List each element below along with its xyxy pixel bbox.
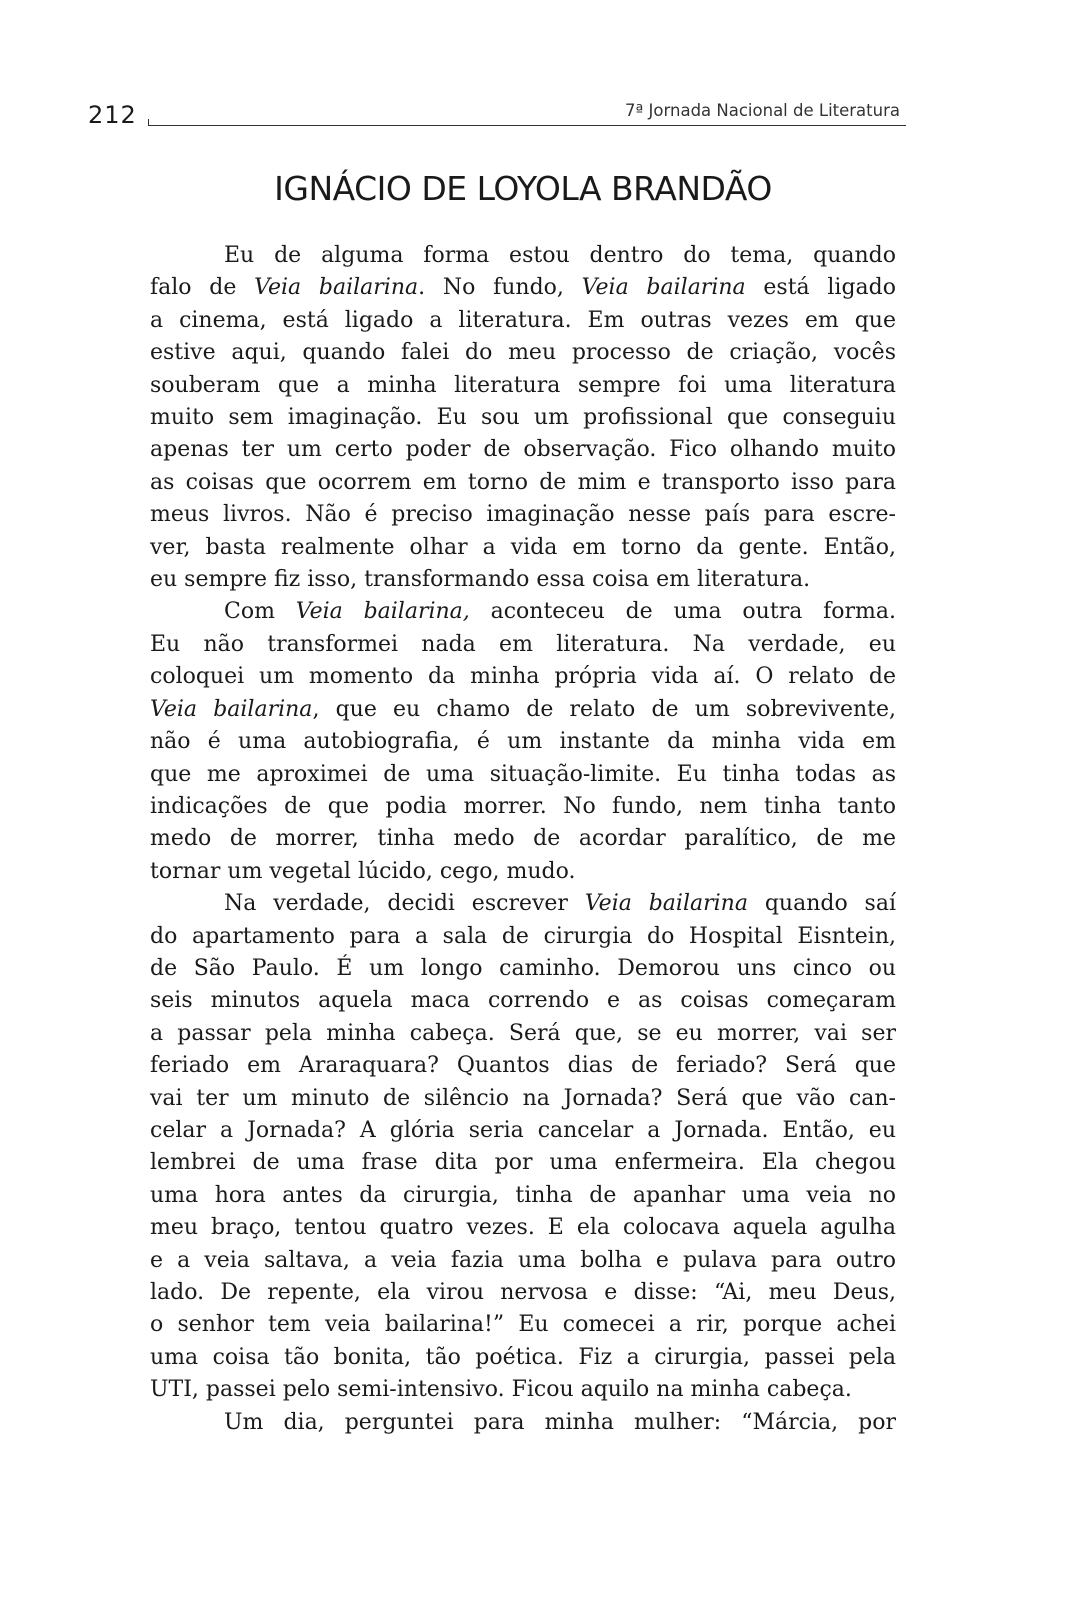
text-line — [150, 694, 896, 726]
text-segment: falo de — [150, 275, 255, 301]
text-segment: UTI, passei pelo semi-intensivo. Ficou aquilo na minha cabeça. — [150, 1377, 852, 1403]
text-line — [150, 1277, 896, 1309]
text-segment: Eu não transformei nada em literatura. Na verdade, eu — [150, 631, 896, 657]
text-line — [150, 596, 896, 628]
text-segment: Eu de alguma forma estou dentro do tema, quando — [224, 243, 896, 268]
paragraph — [150, 596, 896, 888]
text-line — [150, 856, 896, 888]
text-segment: aconteceu de uma outra forma. — [469, 599, 896, 625]
text-line — [150, 1309, 896, 1341]
text-line — [150, 1245, 896, 1277]
text-line — [150, 532, 896, 564]
text-segment: uma hora antes da cirurgia, tinha de apanhar uma veia no — [150, 1182, 896, 1208]
text-line — [150, 759, 896, 791]
text-segment: vai ter um minuto de silêncio na Jornada? Será que vão can- — [150, 1085, 896, 1111]
text-line — [150, 240, 896, 272]
italic-title: Veia bailarina — [254, 275, 419, 301]
italic-title: Veia bailarina — [150, 696, 313, 722]
text-segment: . No fundo, — [418, 275, 582, 301]
text-line — [150, 1018, 896, 1050]
text-line — [150, 305, 896, 337]
text-segment: meu braço, tentou quatro vezes. E ela colocava aquela agulha — [150, 1215, 896, 1241]
text-segment: as coisas que ocorrem em torno de mim e transporto isso para — [150, 469, 896, 495]
text-line — [150, 272, 896, 304]
text-segment: lado. De repente, ela virou nervosa e disse: “Ai, meu Deus, — [150, 1280, 896, 1305]
text-segment: o senhor tem veia bailarina!” Eu comecei a rir, porque achei — [150, 1312, 896, 1338]
text-line — [150, 1212, 896, 1244]
text-line — [150, 337, 896, 369]
text-line — [150, 370, 896, 402]
text-segment: uma coisa tão bonita, tão poética. Fiz a cirurgia, passei pela — [150, 1344, 896, 1370]
running-title: 7ª Jornada Nacional de Literatura — [625, 101, 900, 120]
text-line — [150, 1050, 896, 1082]
text-segment: a passar pela minha cabeça. Será que, se eu morrer, vai ser — [150, 1020, 896, 1046]
text-segment: indicações de que podia morrer. No fundo, nem tinha tanto — [150, 793, 896, 819]
text-segment: de São Paulo. É um longo caminho. Demorou uns cinco ou — [150, 955, 896, 981]
text-segment: que me aproximei de uma situação-limite. Eu tinha todas as — [150, 761, 896, 787]
text-segment: Na verdade, decidi escrever — [224, 891, 585, 917]
text-segment: muito sem imaginação. Eu sou um profissional que conseguiu — [150, 405, 896, 431]
text-line — [150, 1374, 896, 1406]
text-line — [150, 823, 896, 855]
text-segment: estive aqui, quando falei do meu processo de criação, vocês — [150, 340, 896, 366]
paragraph — [150, 888, 896, 1407]
text-line — [150, 402, 896, 434]
text-line — [150, 953, 896, 985]
text-line — [150, 434, 896, 466]
header-rule-tick — [148, 119, 149, 126]
text-segment: feriado em Araraquara? Quantos dias de feriado? Será que — [150, 1053, 896, 1079]
text-line — [150, 1083, 896, 1115]
paragraph — [150, 240, 896, 596]
text-line — [150, 661, 896, 693]
paragraph — [150, 1407, 896, 1439]
text-segment: a cinema, está ligado a literatura. Em outras vezes em que — [150, 307, 896, 333]
text-line — [150, 1342, 896, 1374]
text-line — [150, 791, 896, 823]
text-segment: celar a Jornada? A glória seria cancelar a Jornada. Então, eu — [150, 1117, 896, 1143]
text-line — [150, 1180, 896, 1212]
text-segment: tornar um vegetal lúcido, cego, mudo. — [150, 858, 576, 884]
text-line — [150, 921, 896, 953]
text-segment: lembrei de uma frase dita por uma enfermeira. Ela chegou — [150, 1150, 896, 1176]
text-line — [150, 888, 896, 920]
text-segment: apenas ter um certo poder de observação. Fico olhando muito — [150, 437, 896, 463]
text-line — [150, 1407, 896, 1439]
text-segment: meus livros. Não é preciso imaginação nesse país para escre- — [150, 502, 896, 528]
text-line — [150, 564, 896, 596]
text-segment: e a veia saltava, a veia fazia uma bolha e pulava para outro — [150, 1247, 896, 1273]
text-line — [150, 499, 896, 531]
text-line — [150, 985, 896, 1017]
text-segment: Com — [224, 599, 296, 625]
italic-title: Veia bailarina — [581, 275, 746, 301]
text-line — [150, 467, 896, 499]
text-line — [150, 629, 896, 661]
text-segment: Um dia, perguntei para minha mulher: “Márcia, por — [224, 1409, 896, 1435]
text-segment: souberam que a minha literatura sempre foi uma literatura — [150, 372, 896, 398]
running-header — [88, 98, 906, 134]
chapter-title: IGNÁCIO DE LOYOLA BRANDÃO — [274, 169, 772, 208]
text-segment: do apartamento para a sala de cirurgia do Hospital Eisntein, — [150, 923, 896, 949]
text-segment: coloquei um momento da minha própria vida aí. O relato de — [150, 664, 896, 690]
page-number: 212 — [88, 101, 137, 129]
text-segment: quando saí — [747, 891, 896, 917]
text-line — [150, 1115, 896, 1147]
body-text — [150, 240, 896, 1439]
text-segment: está ligado — [745, 275, 896, 301]
italic-title: Veia bailarina — [584, 891, 748, 917]
text-segment: eu sempre fiz isso, transformando essa coisa em literatura. — [150, 567, 811, 593]
text-line — [150, 1147, 896, 1179]
text-segment: não é uma autobiografia, é um instante da minha vida em — [150, 729, 896, 755]
header-rule — [148, 125, 906, 126]
text-segment: seis minutos aquela maca correndo e as coisas começaram — [150, 988, 896, 1014]
italic-title: Veia bailarina, — [295, 599, 470, 625]
text-segment: , que eu chamo de relato de um sobrevivente, — [312, 696, 896, 722]
text-line — [150, 726, 896, 758]
text-segment: medo de morrer, tinha medo de acordar paralítico, de me — [150, 826, 896, 852]
text-segment: ver, basta realmente olhar a vida em torno da gente. Então, — [150, 534, 896, 560]
